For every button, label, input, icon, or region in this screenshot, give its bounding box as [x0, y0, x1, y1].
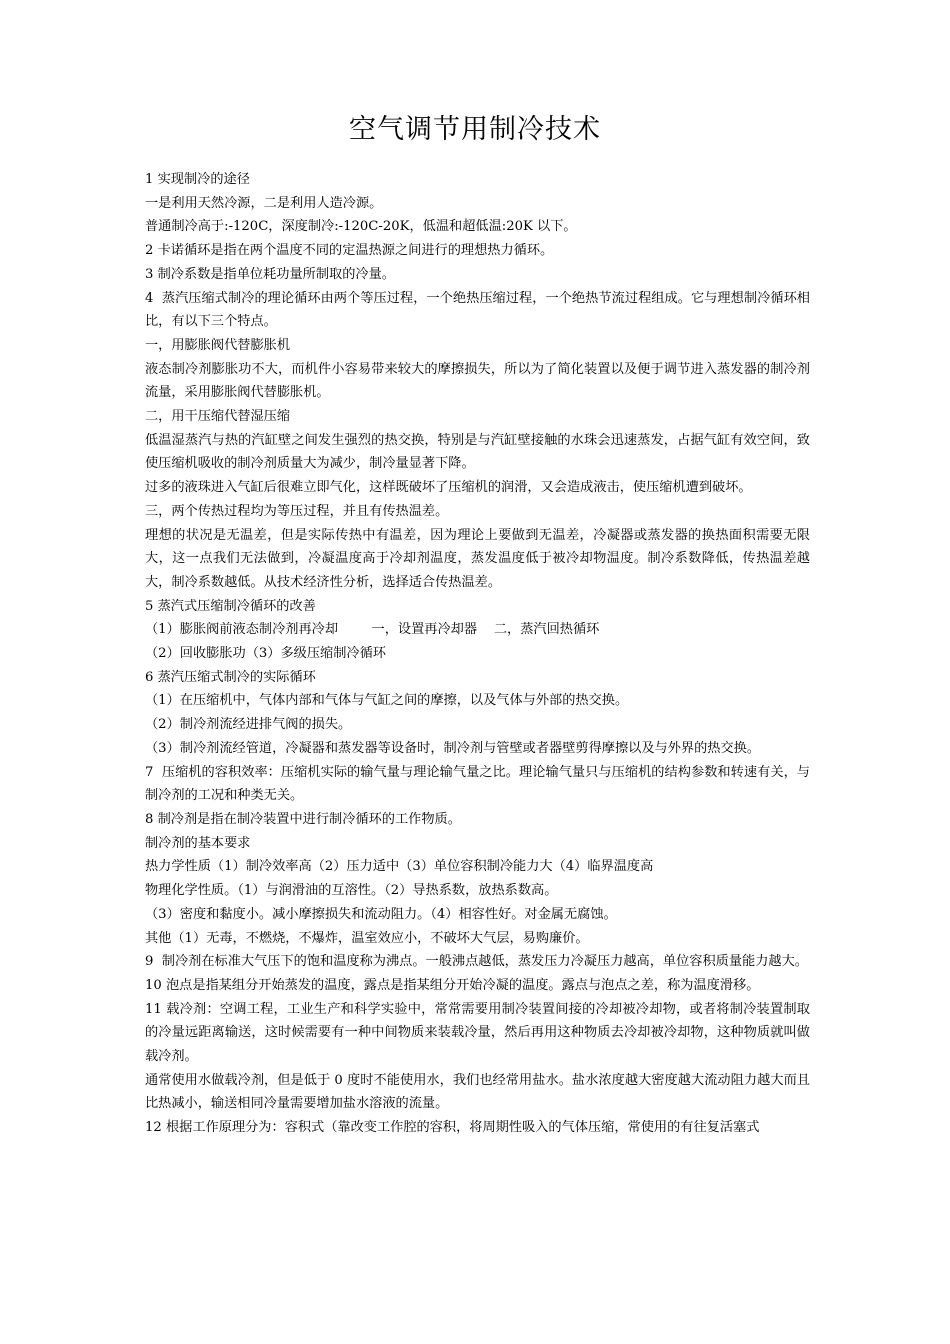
paragraph: （2）回收膨胀功（3）多级压缩制冷循环: [145, 646, 386, 662]
paragraph: 通常使用水做载冷剂，但是低于 0 度时不能使用水，我们也经常用盐水。盐水浓度越大密度越大流动阻力越大而且比热减小，输送相同冷量需要增加盐水溶液的流量。: [145, 1072, 810, 1112]
paragraph: 5 蒸汽式压缩制冷循环的改善: [145, 598, 316, 614]
paragraph: （3）密度和黏度小。减小摩擦损失和流动阻力。（4）相容性好。对金属无腐蚀。: [145, 906, 617, 922]
paragraph: （1）在压缩机中，气体内部和气体与气缸之间的摩擦，以及气体与外部的热交换。: [145, 693, 629, 709]
paragraph: （1）膨胀阀前液态制冷剂再冷却 一，设置再冷却器 二，蒸汽回热循环: [145, 622, 600, 638]
document-title: 空气调节用制冷技术: [349, 114, 601, 145]
paragraph: 1 实现制冷的途径: [145, 172, 250, 187]
paragraph: 6 蒸汽压缩式制冷的实际循环: [145, 669, 316, 685]
paragraph: 普通制冷高于:-120C，深度制冷:-120C-20K，低温和超低温:20K 以下。: [145, 219, 577, 235]
paragraph: 二，用干压缩代替湿压缩: [145, 409, 291, 425]
paragraph: 2 卡诺循环是指在两个温度不同的定温热源之间进行的理想热力循环。: [145, 243, 554, 259]
paragraph: 理想的状况是无温差，但是实际传热中有温差，因为理论上要做到无温差，冷凝器或蒸发器的换热面积需要无限大，这一点我们无法做到，冷凝温度高于冷却剂温度，蒸发温度低于被冷却物温度。制冷系数降低，传热温差越大，制冷系数越低。从技术经济性分析，选择适合传热温差。: [145, 527, 810, 590]
paragraph: 一是利用天然冷源，二是利用人造冷源。: [145, 195, 383, 211]
paragraph: 3 制冷系数是指单位耗功量所制取的冷量。: [145, 266, 395, 282]
paragraph: 一，用膨胀阀代替膨胀机: [145, 337, 291, 353]
paragraph: 9 制冷剂在标准大气压下的饱和温度称为沸点。一般沸点越低，蒸发压力冷凝压力越高，单位容积质量能力越大。: [145, 954, 808, 970]
paragraph: 制冷剂的基本要求: [145, 835, 251, 851]
paragraph: 低温湿蒸汽与热的汽缸壁之间发生强烈的热交换，特别是与汽缸壁接触的水珠会迅速蒸发，占据气缸有效空间，致使压缩机吸收的制冷剂质量大为减少，制冷量显著下降。: [145, 432, 810, 472]
paragraph: 12 根据工作原理分为：容积式（靠改变工作腔的容积，将周期性吸入的气体压缩，常使用的有往复活塞式: [145, 1120, 760, 1136]
paragraph: 8 制冷剂是指在制冷装置中进行制冷循环的工作物质。: [145, 811, 461, 827]
paragraph: 10 泡点是指某组分开始蒸发的温度，露点是指某组分开始冷凝的温度。露点与泡点之差，称为温度滑移。: [145, 977, 760, 993]
paragraph: 4 蒸汽压缩式制冷的理论循环由两个等压过程，一个绝热压缩过程，一个绝热节流过程组成。它与理想制冷循环相比，有以下三个特点。: [145, 290, 810, 330]
paragraph: 过多的液珠进入气缸后很难立即气化，这样既破坏了压缩机的润滑，又会造成液击，使压缩机遭到破坏。: [145, 480, 752, 496]
paragraph: 7 压缩机的容积效率：压缩机实际的输气量与理论输气量之比。理论输气量只与压缩机的结构参数和转速有关，与制冷剂的工况和种类无关。: [145, 764, 810, 804]
document-body: [145, 168, 810, 1140]
paragraph: 三，两个传热过程均为等压过程，并且有传热温差。: [145, 503, 449, 519]
paragraph: 液态制冷剂膨胀功不大，而机件小容易带来较大的摩擦损失，所以为了简化装置以及便于调节进入蒸发器的制冷剂流量，采用膨胀阀代替膨胀机。: [145, 361, 810, 401]
paragraph: 11 载冷剂：空调工程，工业生产和科学实验中，常常需要用制冷装置间接的冷却被冷却物，或者将制冷装置制取的冷量远距离输送，这时候需要有一种中间物质来装载冷量，然后再用这种物质去冷却被冷却物，这种物质就叫做载冷剂。: [145, 1001, 810, 1065]
paragraph: （2）制冷剂流经进排气阀的损失。: [145, 717, 352, 733]
paragraph: （3）制冷剂流经管道，冷凝器和蒸发器等设备时，制冷剂与管壁或者器壁剪得摩擦以及与外界的热交换。: [145, 740, 761, 756]
paragraph: 其他（1）无毒，不燃烧，不爆炸，温室效应小，不破坏大气层，易购廉价。: [145, 930, 589, 946]
paragraph: 热力学性质（1）制冷效率高（2）压力适中（3）单位容积制冷能力大（4）临界温度高: [145, 859, 654, 875]
paragraph: 物理化学性质。（1）与润滑油的互溶性。（2）导热系数，放热系数高。: [145, 883, 558, 899]
